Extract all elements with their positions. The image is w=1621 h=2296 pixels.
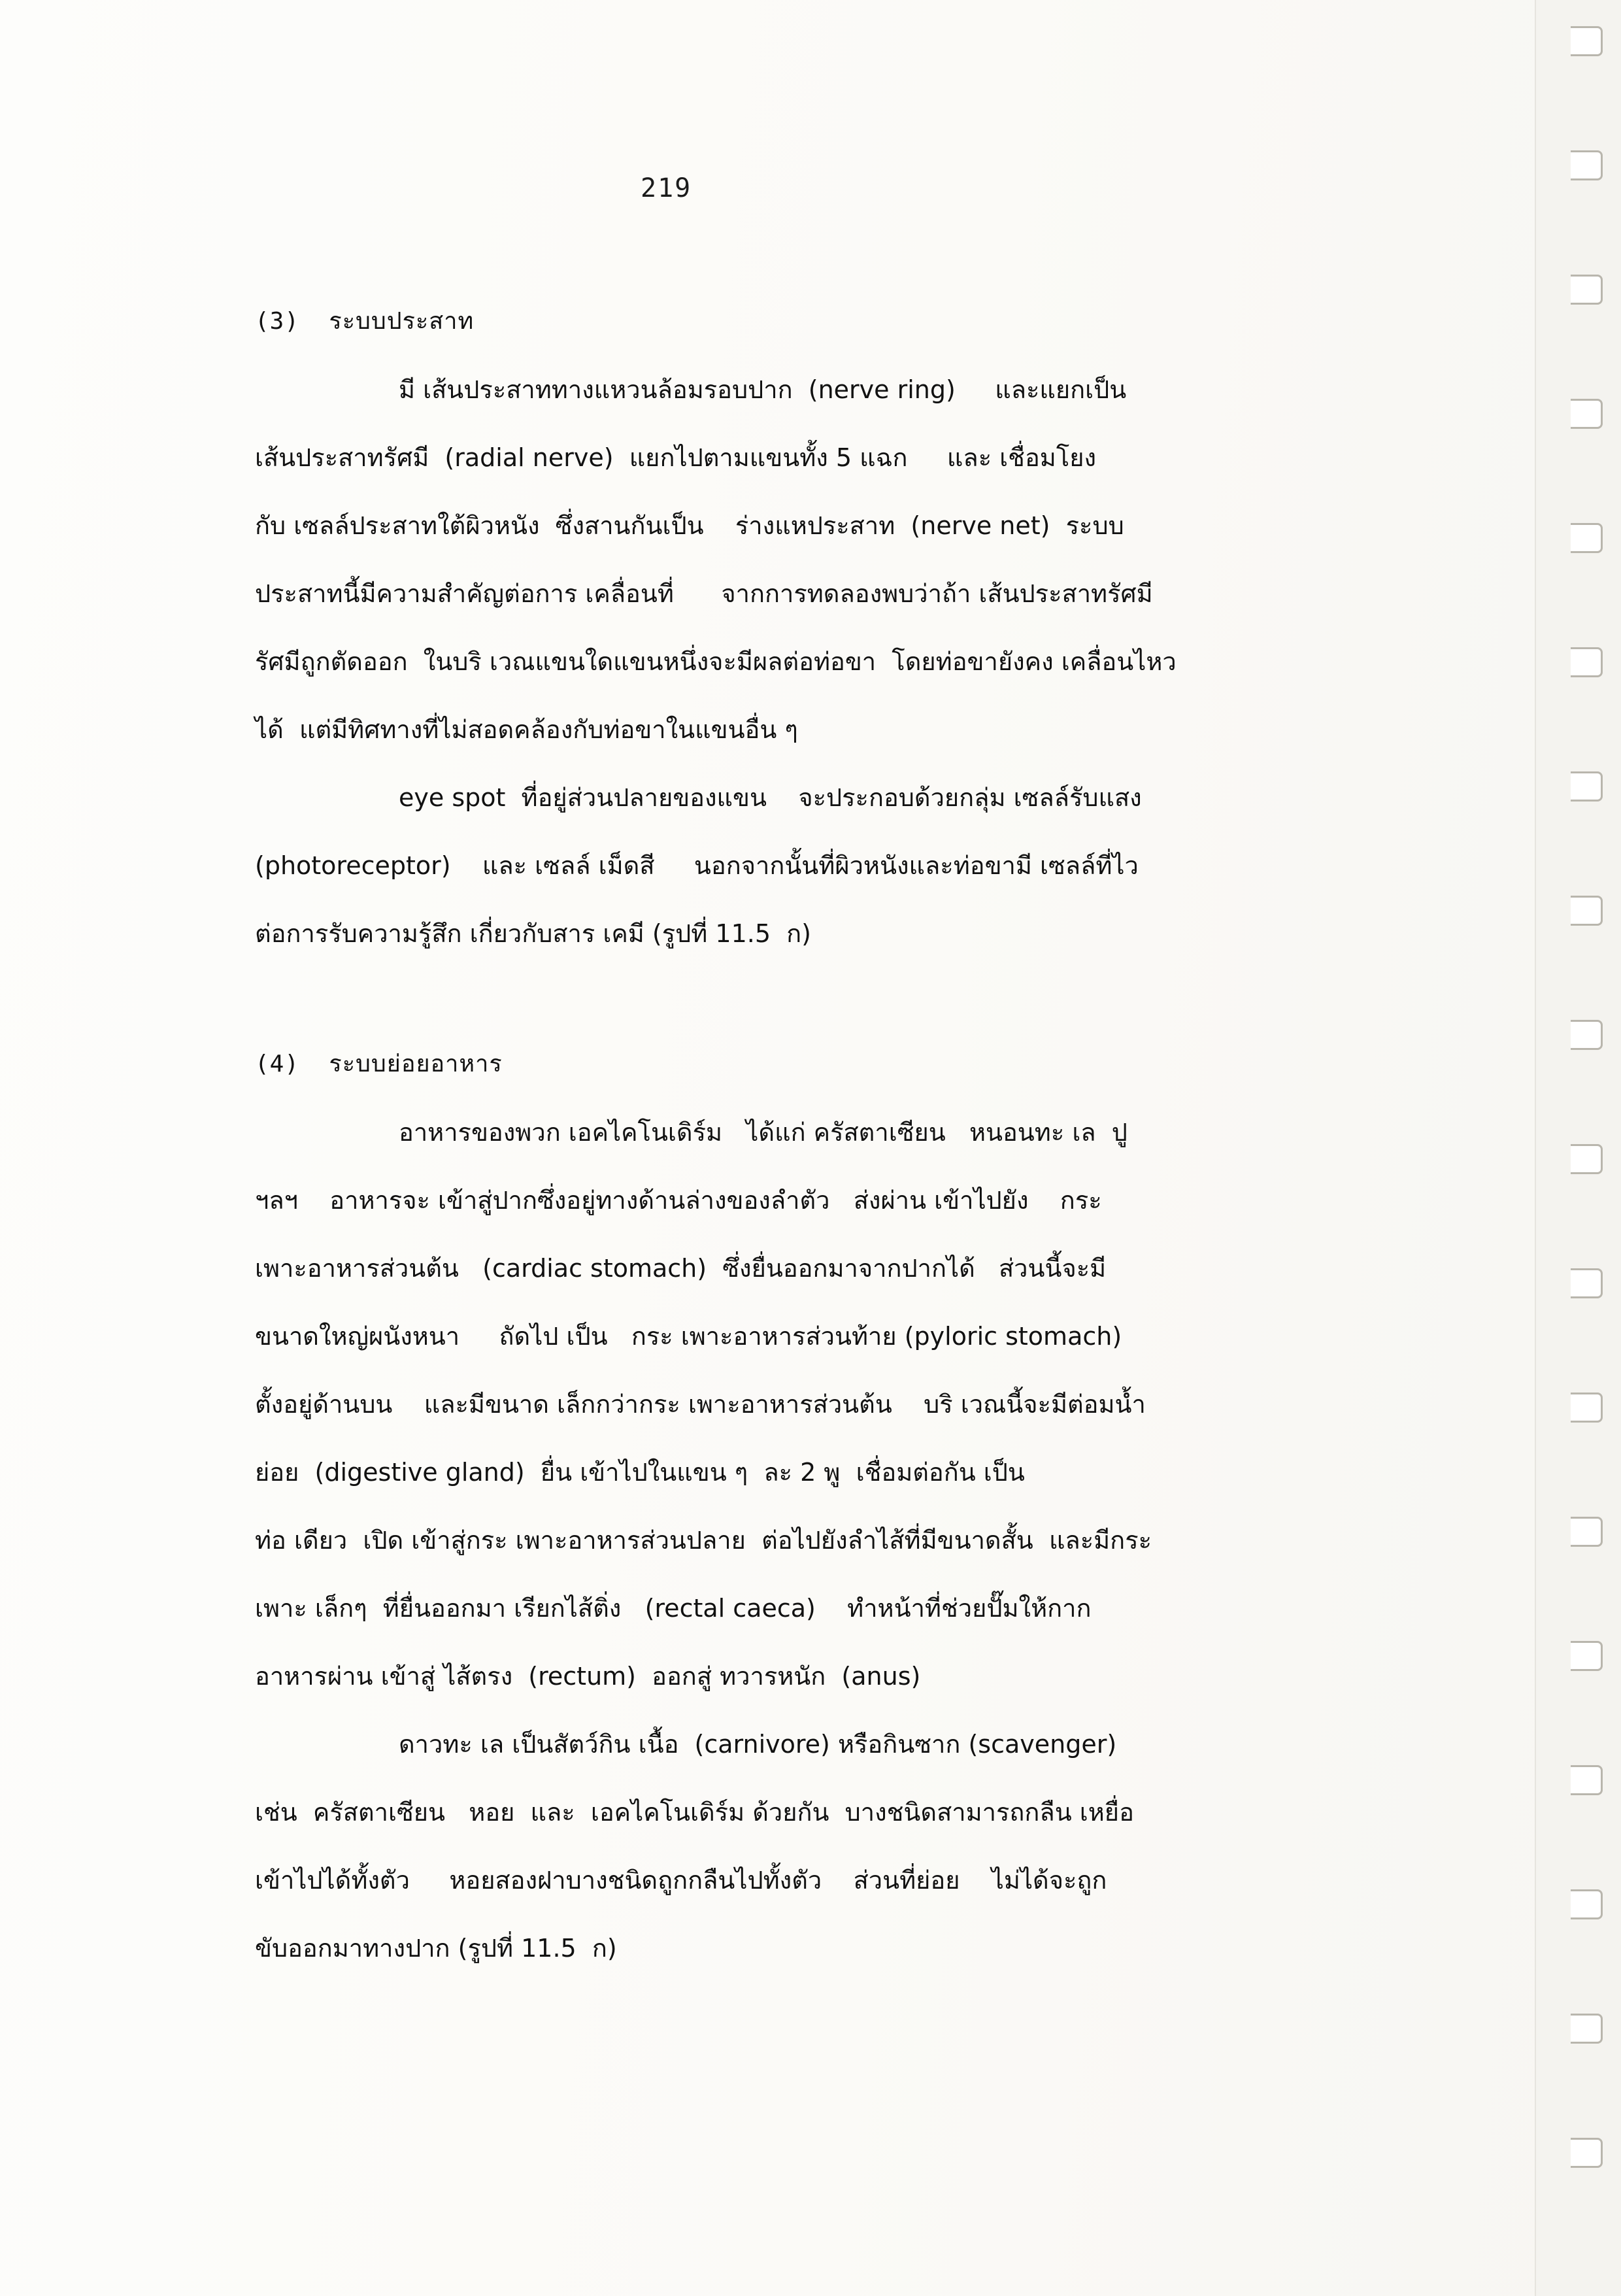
binding-hole	[1571, 647, 1603, 677]
binding-hole	[1571, 275, 1603, 305]
section-3-line-3: กับ เซลล์ประสาทใต้ผิวหนัง ซึ่งสานกันเป็น ร่างแหประสาท (nerve net) ระบบ	[255, 511, 1124, 540]
section-3-heading: (3) ระบบประสาท	[255, 308, 475, 335]
binding-hole	[1571, 1889, 1603, 1919]
section-4-line-9: อาหารผ่าน เข้าสู่ ไส้ตรง (rectum) ออกสู่ ทวารหนัก (anus)	[255, 1662, 921, 1691]
section-3-line-4: ประสาทนี้มีความสำคัญต่อการ เคลื่อนที่ จากการทดลองพบว่าถ้า เส้นประสาทรัศมี	[255, 579, 1153, 608]
binding-hole	[1571, 1765, 1603, 1795]
section-4-heading: (4) ระบบย่อยอาหาร	[255, 1051, 503, 1077]
section-3-line-2: เส้นประสาทรัศมี (radial nerve) แยกไปตามแขนทั้ง 5 แฉก และ เชื่อมโยง	[255, 443, 1097, 472]
section-3b-line-1: eye spot ที่อยู่ส่วนปลายของแขน จะประกอบด้วยกลุ่ม เซลล์รับแสง	[399, 783, 1142, 812]
binding-hole	[1571, 1393, 1603, 1423]
section-4b-line-2: เช่น ครัสตาเซียน หอย และ เอคไคโนเดิร์ม ด้วยกัน บางชนิดสามารถกลืน เหยื่อ	[255, 1798, 1134, 1827]
section-4-line-8: เพาะ เล็กๆ ที่ยื่นออกมา เรียกไส้ติ่ง (rectal caeca) ทำหน้าที่ช่วยปั๊มให้กาก	[255, 1594, 1092, 1623]
binding-hole	[1571, 1517, 1603, 1547]
binding-hole	[1571, 26, 1603, 56]
section-4-line-5: ตั้งอยู่ด้านบน และมีขนาด เล็กกว่ากระ เพาะอาหารส่วนต้น บริ เวณนี้จะมีต่อมน้ำ	[255, 1390, 1146, 1419]
binding-hole	[1571, 150, 1603, 180]
page-number: 219	[641, 173, 692, 203]
binding-hole	[1571, 523, 1603, 553]
binding-hole	[1571, 399, 1603, 429]
section-4-line-2: ฯลฯ อาหารจะ เข้าสู่ปากซึ่งอยู่ทางด้านล่างของลำตัว ส่งผ่าน เข้าไปยัง กระ	[255, 1186, 1102, 1215]
section-3b-line-2: (photoreceptor) และ เซลล์ เม็ดสี นอกจากนั้นที่ผิวหนังและท่อขามี เซลล์ที่ไว	[255, 851, 1139, 880]
section-4-line-7: ท่อ เดียว เปิด เข้าสู่กระ เพาะอาหารส่วนปลาย ต่อไปยังลำไส้ที่มีขนาดสั้น และมีกระ	[255, 1526, 1152, 1555]
section-4-line-1: อาหารของพวก เอคไคโนเดิร์ม ได้แก่ ครัสตาเซียน หนอนทะ เล ปู	[399, 1118, 1128, 1147]
section-3b-line-3: ต่อการรับความรู้สึก เกี่ยวกับสาร เคมี (รูปที่ 11.5 ก)	[255, 919, 811, 948]
section-4b-line-4: ขับออกมาทางปาก (รูปที่ 11.5 ก)	[255, 1934, 617, 1963]
section-4	[255, 1030, 1288, 1982]
section-4-line-3: เพาะอาหารส่วนต้น (cardiac stomach) ซึ่งยื่นออกมาจากปากได้ ส่วนนี้จะมี	[255, 1254, 1107, 1283]
binding-hole	[1571, 1020, 1603, 1050]
section-3-line-6: ได้ แต่มีทิศทางที่ไม่สอดคล้องกับท่อขาในแขนอื่น ๆ	[255, 715, 798, 744]
section-4-line-4: ขนาดใหญ่ผนังหนา ถัดไป เป็น กระ เพาะอาหารส่วนท้าย (pyloric stomach)	[255, 1322, 1122, 1351]
binding-hole	[1571, 1144, 1603, 1174]
section-3-line-1: มี เส้นประสาททางแหวนล้อมรอบปาก (nerve ring) และแยกเป็น	[399, 375, 1127, 404]
binding-hole	[1571, 2014, 1603, 2044]
body-text	[255, 288, 1288, 1982]
section-4b-line-3: เข้าไปได้ทั้งตัว หอยสองฝาบางชนิดถูกกลืนไปทั้งตัว ส่วนที่ย่อย ไม่ได้จะถูก	[255, 1866, 1107, 1895]
binding-hole	[1571, 1268, 1603, 1298]
spiral-binding	[1535, 0, 1621, 2296]
section-4b-line-1: ดาวทะ เล เป็นสัตว์กิน เนื้อ (carnivore) หรือกินซาก (scavenger)	[399, 1730, 1117, 1759]
binding-hole	[1571, 771, 1603, 802]
section-4-line-6: ย่อย (digestive gland) ยื่น เข้าไปในแขน ๆ ละ 2 พู เชื่อมต่อกัน เป็น	[255, 1458, 1025, 1487]
section-3-line-5: รัศมีถูกตัดออก ในบริ เวณแขนใดแขนหนึ่งจะมีผลต่อท่อขา โดยท่อขายังคง เคลื่อนไหว	[255, 647, 1177, 676]
section-3	[255, 288, 1288, 968]
binding-hole	[1571, 896, 1603, 926]
binding-hole	[1571, 1641, 1603, 1671]
section-spacer	[255, 968, 1288, 1030]
binding-hole	[1571, 2138, 1603, 2168]
